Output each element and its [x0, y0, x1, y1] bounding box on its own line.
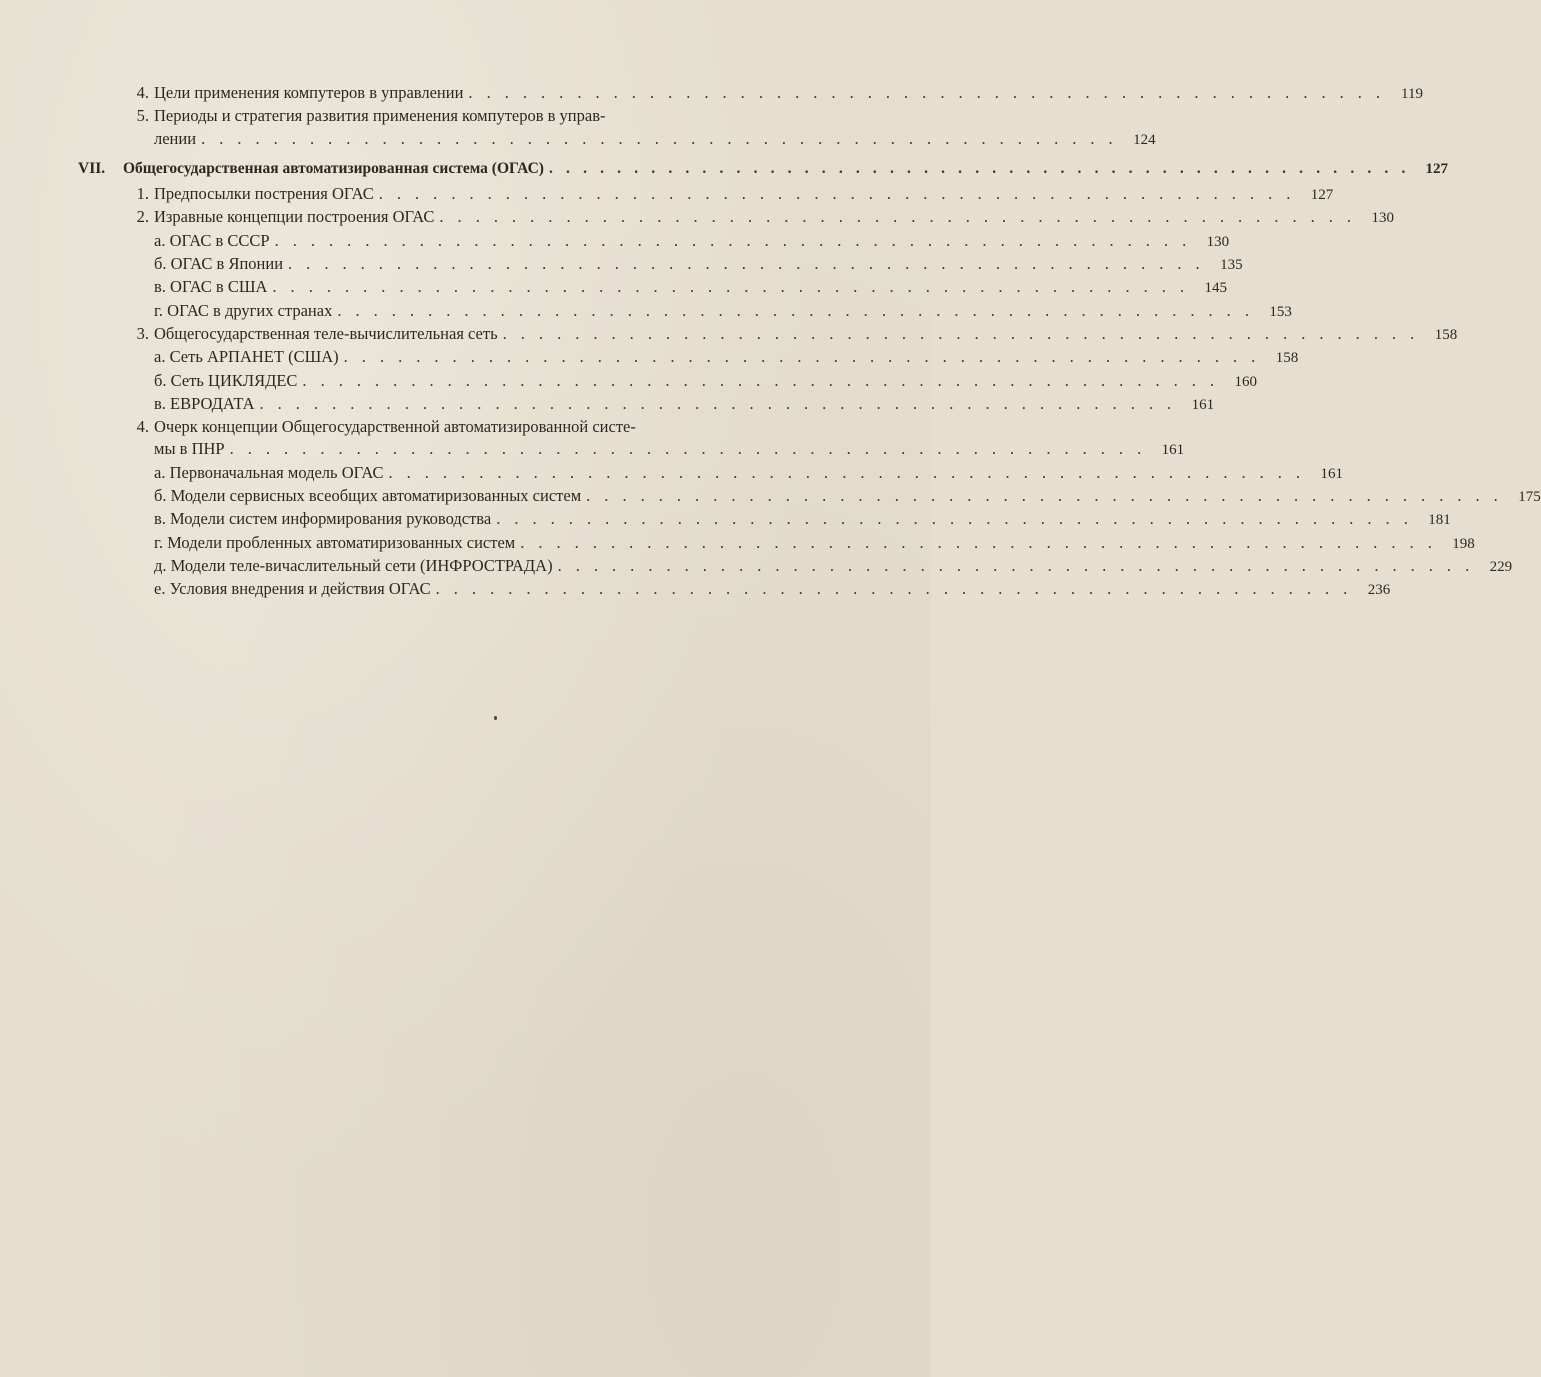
leader-dots	[379, 183, 1296, 205]
entry-title: в. Модели систем информирования руководства	[154, 509, 492, 529]
leader-dots	[272, 276, 1189, 298]
entry-number: 1.	[136, 184, 149, 204]
leader-dots	[439, 206, 1356, 228]
toc-subentry	[78, 578, 1391, 601]
entry-page: 158	[1434, 326, 1458, 343]
leader-dots	[201, 128, 1118, 150]
entry-title: е. Условия внедрения и действия ОГАС	[154, 579, 431, 599]
entry-number: 4.	[136, 417, 149, 437]
entry-page: 153	[1269, 303, 1292, 320]
leader-dots	[586, 485, 1503, 507]
entry-page: 145	[1204, 280, 1227, 297]
toc-entry	[78, 323, 1458, 346]
entry-title: в. ОГАС в США	[154, 277, 268, 297]
entry-page: 158	[1275, 350, 1299, 367]
leader-dots	[520, 532, 1437, 554]
entry-number: 2.	[136, 207, 149, 227]
toc-subentry	[78, 508, 1451, 531]
leader-dots	[558, 555, 1475, 577]
paper-speck	[494, 716, 497, 720]
leader-dots	[288, 253, 1205, 275]
entry-page: 130	[1371, 210, 1394, 227]
entry-page: 160	[1234, 373, 1257, 390]
toc-chapter-entry	[78, 158, 1448, 180]
toc-subentry	[78, 346, 1299, 369]
entry-page: 181	[1428, 512, 1451, 529]
entry-page: 124	[1133, 131, 1156, 148]
leader-dots	[549, 158, 1410, 180]
entry-title: Изравные концепции построения ОГАС	[154, 207, 435, 227]
toc-subentry	[78, 532, 1475, 555]
table-of-contents	[78, 82, 1541, 602]
entry-title: в. ЕВРОДАТА	[154, 393, 255, 413]
leader-dots	[302, 370, 1219, 392]
toc-subentry	[78, 485, 1541, 508]
entry-title: б. ОГАС в Японии	[154, 254, 284, 274]
entry-page: 229	[1489, 558, 1513, 575]
toc-subentry	[78, 555, 1513, 578]
entry-page: 161	[1320, 465, 1344, 482]
leader-dots	[230, 438, 1147, 460]
entry-page: 127	[1425, 160, 1448, 177]
chapter-title: Общегосударственная автоматизированная система (ОГАС)	[123, 159, 544, 177]
entry-page: 119	[1401, 86, 1423, 102]
toc-subentry	[78, 462, 1344, 485]
leader-dots	[388, 462, 1305, 484]
entry-title: б. Сеть ЦИКЛЯДЕС	[154, 370, 298, 390]
toc-subentry	[78, 276, 1227, 299]
chapter-number: VII.	[78, 159, 106, 177]
entry-title: а. Сеть АРПАНЕТ (США)	[154, 347, 339, 367]
entry-page: 175	[1518, 489, 1541, 506]
entry-title: д. Модели теле-вичаслительный сети (ИНФРОСТРАДА)	[154, 555, 553, 575]
leader-dots	[344, 346, 1261, 368]
entry-title: а. ОГАС в СССР	[154, 230, 270, 250]
toc-subentry	[78, 393, 1215, 416]
leader-dots	[436, 578, 1353, 600]
leader-dots	[496, 508, 1413, 530]
leader-dots	[260, 393, 1177, 415]
leader-dots	[468, 82, 1385, 104]
toc-entry	[78, 206, 1394, 229]
entry-page: 161	[1161, 442, 1185, 459]
leader-dots	[503, 323, 1420, 345]
entry-title: Общегосударственная теле-вычислительная сеть	[154, 323, 498, 343]
toc-entry	[78, 183, 1334, 206]
entry-page: 198	[1452, 535, 1475, 552]
toc-subentry	[78, 370, 1257, 393]
leader-dots	[337, 300, 1254, 322]
toc-entry	[78, 82, 1423, 105]
leader-dots	[275, 230, 1192, 252]
entry-title: б. Модели сервисных всеобщих автоматиризованных систем	[154, 486, 582, 506]
toc-subentry	[78, 230, 1230, 253]
entry-page: 127	[1310, 187, 1334, 204]
entry-title: г. ОГАС в других странах	[154, 300, 333, 320]
entry-number: 3.	[136, 323, 149, 343]
entry-title: Предпосылки пострения ОГАС	[154, 184, 374, 204]
toc-entry	[78, 105, 1156, 151]
entry-title: г. Модели пробленных автоматиризованных систем	[154, 532, 516, 552]
entry-title-line1: Периоды и стратегия развития применения компутеров в управ-	[154, 106, 606, 126]
entry-title-line2: лении	[154, 128, 197, 148]
entry-page: 236	[1367, 582, 1391, 599]
entry-title-line1: Очерк концепции Общегосударственной автоматизированной систе-	[154, 417, 636, 437]
entry-title-line2: мы в ПНР	[154, 439, 225, 459]
entry-page: 130	[1206, 233, 1230, 250]
entry-page: 135	[1220, 257, 1243, 274]
entry-title: Цели применения компутеров в управлении	[154, 83, 464, 102]
entry-page: 161	[1191, 396, 1215, 413]
toc-subentry	[78, 300, 1292, 323]
entry-number: 4.	[136, 83, 149, 102]
entry-title: а. Первоначальная модель ОГАС	[154, 462, 384, 482]
toc-subentry	[78, 253, 1243, 276]
entry-number: 5.	[136, 106, 149, 126]
toc-entry	[78, 416, 1185, 462]
